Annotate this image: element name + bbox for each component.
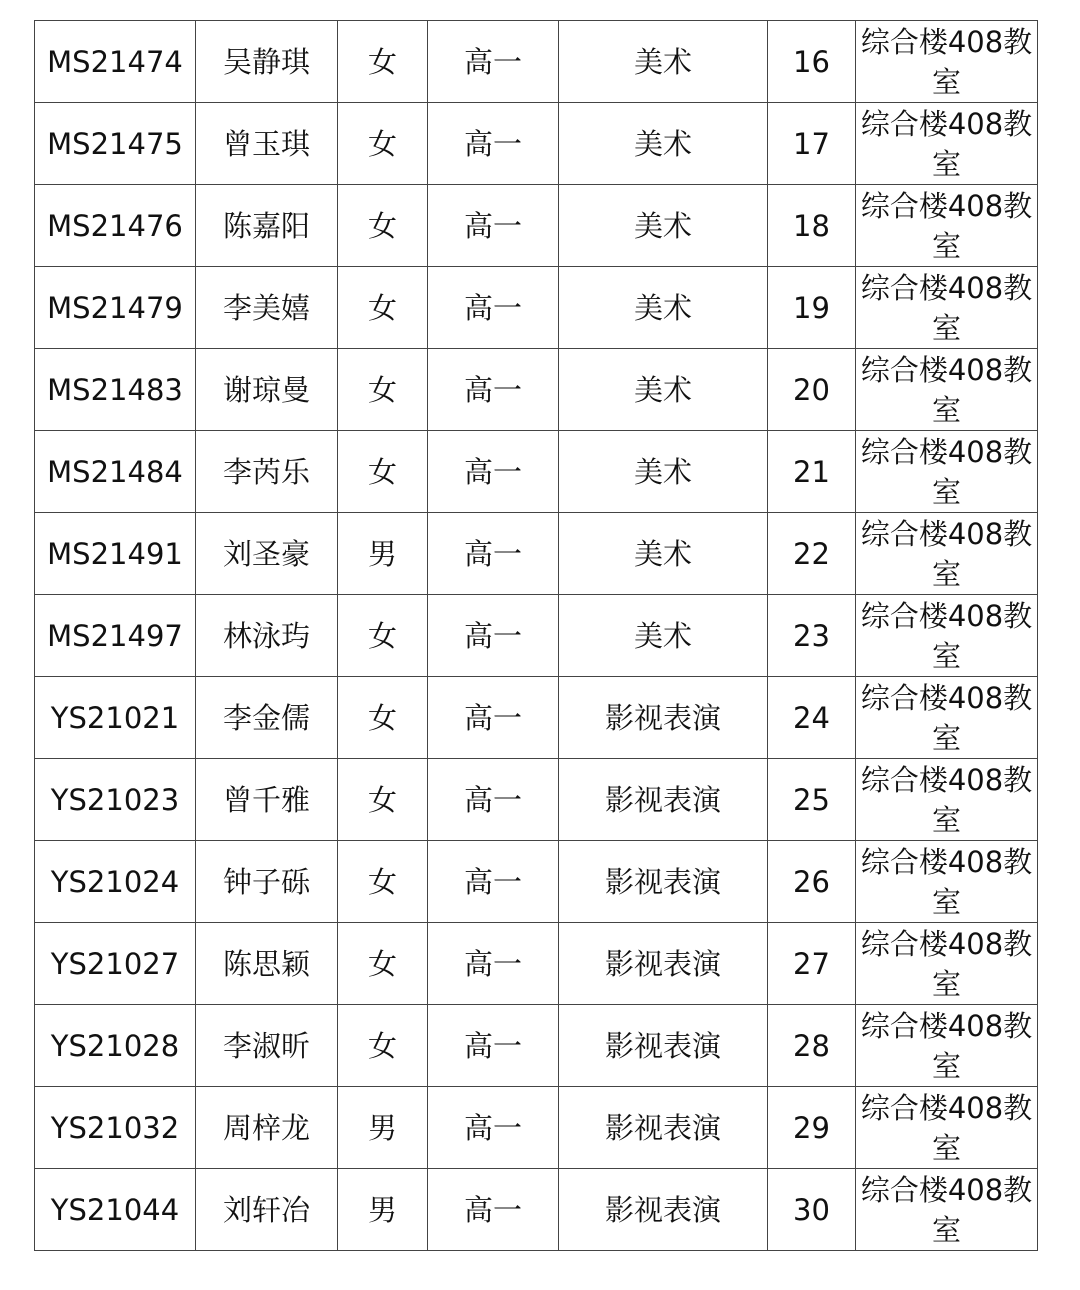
- cell-major: 美术: [559, 595, 768, 677]
- cell-exam-id: MS21479: [35, 267, 196, 349]
- cell-major: 美术: [559, 267, 768, 349]
- cell-seat-number: 23: [768, 595, 856, 677]
- cell-exam-room: 综合楼408教室: [856, 1087, 1038, 1169]
- cell-major: 美术: [559, 513, 768, 595]
- cell-exam-id: YS21028: [35, 1005, 196, 1087]
- cell-student-name: 李金儒: [196, 677, 338, 759]
- cell-major: 美术: [559, 185, 768, 267]
- cell-seat-number: 16: [768, 21, 856, 103]
- table-row: [35, 595, 1038, 677]
- cell-seat-number: 21: [768, 431, 856, 513]
- cell-student-name: 刘圣豪: [196, 513, 338, 595]
- seating-table: [34, 20, 1038, 1251]
- cell-major: 影视表演: [559, 923, 768, 1005]
- cell-major: 美术: [559, 349, 768, 431]
- table-row: [35, 759, 1038, 841]
- cell-major: 影视表演: [559, 1087, 768, 1169]
- cell-gender: 女: [338, 349, 428, 431]
- cell-exam-room: 综合楼408教室: [856, 841, 1038, 923]
- cell-exam-room: 综合楼408教室: [856, 431, 1038, 513]
- table-row: [35, 1169, 1038, 1251]
- cell-student-name: 曾千雅: [196, 759, 338, 841]
- cell-gender: 女: [338, 21, 428, 103]
- cell-student-name: 李芮乐: [196, 431, 338, 513]
- cell-gender: 男: [338, 1169, 428, 1251]
- cell-gender: 女: [338, 923, 428, 1005]
- cell-grade: 高一: [428, 513, 559, 595]
- cell-student-name: 谢琼曼: [196, 349, 338, 431]
- cell-student-name: 李美嬉: [196, 267, 338, 349]
- table-row: [35, 267, 1038, 349]
- cell-gender: 女: [338, 431, 428, 513]
- cell-major: 美术: [559, 21, 768, 103]
- cell-exam-id: MS21476: [35, 185, 196, 267]
- cell-seat-number: 29: [768, 1087, 856, 1169]
- cell-major: 影视表演: [559, 1005, 768, 1087]
- table-row: [35, 923, 1038, 1005]
- cell-grade: 高一: [428, 1169, 559, 1251]
- cell-exam-id: YS21023: [35, 759, 196, 841]
- cell-gender: 女: [338, 103, 428, 185]
- cell-gender: 女: [338, 1005, 428, 1087]
- cell-major: 影视表演: [559, 677, 768, 759]
- cell-seat-number: 22: [768, 513, 856, 595]
- cell-exam-room: 综合楼408教室: [856, 21, 1038, 103]
- cell-grade: 高一: [428, 21, 559, 103]
- cell-exam-room: 综合楼408教室: [856, 349, 1038, 431]
- cell-exam-room: 综合楼408教室: [856, 103, 1038, 185]
- cell-exam-room: 综合楼408教室: [856, 595, 1038, 677]
- cell-exam-id: YS21044: [35, 1169, 196, 1251]
- table-row: [35, 103, 1038, 185]
- cell-exam-room: 综合楼408教室: [856, 677, 1038, 759]
- cell-gender: 女: [338, 841, 428, 923]
- cell-exam-id: MS21491: [35, 513, 196, 595]
- exam-seating-sheet: [34, 20, 1038, 1251]
- cell-exam-id: YS21021: [35, 677, 196, 759]
- cell-grade: 高一: [428, 103, 559, 185]
- cell-exam-id: MS21497: [35, 595, 196, 677]
- cell-gender: 女: [338, 185, 428, 267]
- cell-exam-room: 综合楼408教室: [856, 1005, 1038, 1087]
- cell-grade: 高一: [428, 267, 559, 349]
- cell-seat-number: 19: [768, 267, 856, 349]
- cell-seat-number: 27: [768, 923, 856, 1005]
- cell-seat-number: 30: [768, 1169, 856, 1251]
- cell-grade: 高一: [428, 677, 559, 759]
- cell-grade: 高一: [428, 1087, 559, 1169]
- table-row: [35, 841, 1038, 923]
- table-row: [35, 513, 1038, 595]
- cell-gender: 女: [338, 759, 428, 841]
- table-row: [35, 349, 1038, 431]
- table-row: [35, 431, 1038, 513]
- cell-student-name: 李淑昕: [196, 1005, 338, 1087]
- cell-exam-id: YS21032: [35, 1087, 196, 1169]
- cell-exam-id: MS21474: [35, 21, 196, 103]
- cell-exam-id: MS21484: [35, 431, 196, 513]
- cell-major: 影视表演: [559, 1169, 768, 1251]
- cell-seat-number: 25: [768, 759, 856, 841]
- cell-exam-id: MS21483: [35, 349, 196, 431]
- cell-student-name: 钟子砾: [196, 841, 338, 923]
- table-row: [35, 21, 1038, 103]
- cell-gender: 男: [338, 1087, 428, 1169]
- cell-gender: 女: [338, 595, 428, 677]
- cell-student-name: 刘轩冶: [196, 1169, 338, 1251]
- cell-grade: 高一: [428, 759, 559, 841]
- cell-seat-number: 24: [768, 677, 856, 759]
- cell-student-name: 曾玉琪: [196, 103, 338, 185]
- cell-grade: 高一: [428, 431, 559, 513]
- cell-grade: 高一: [428, 1005, 559, 1087]
- cell-exam-room: 综合楼408教室: [856, 759, 1038, 841]
- cell-seat-number: 18: [768, 185, 856, 267]
- cell-grade: 高一: [428, 185, 559, 267]
- cell-grade: 高一: [428, 595, 559, 677]
- cell-seat-number: 17: [768, 103, 856, 185]
- cell-exam-room: 综合楼408教室: [856, 923, 1038, 1005]
- table-row: [35, 677, 1038, 759]
- cell-grade: 高一: [428, 923, 559, 1005]
- cell-exam-room: 综合楼408教室: [856, 267, 1038, 349]
- cell-student-name: 吴静琪: [196, 21, 338, 103]
- seating-table-body: [35, 21, 1038, 1251]
- cell-exam-id: MS21475: [35, 103, 196, 185]
- cell-major: 影视表演: [559, 841, 768, 923]
- cell-student-name: 林泳玙: [196, 595, 338, 677]
- cell-exam-id: YS21027: [35, 923, 196, 1005]
- cell-gender: 男: [338, 513, 428, 595]
- table-row: [35, 185, 1038, 267]
- cell-grade: 高一: [428, 349, 559, 431]
- cell-major: 美术: [559, 431, 768, 513]
- cell-seat-number: 28: [768, 1005, 856, 1087]
- cell-grade: 高一: [428, 841, 559, 923]
- cell-student-name: 陈思颖: [196, 923, 338, 1005]
- cell-major: 影视表演: [559, 759, 768, 841]
- cell-seat-number: 20: [768, 349, 856, 431]
- cell-exam-room: 综合楼408教室: [856, 185, 1038, 267]
- cell-exam-room: 综合楼408教室: [856, 513, 1038, 595]
- cell-exam-room: 综合楼408教室: [856, 1169, 1038, 1251]
- cell-gender: 女: [338, 677, 428, 759]
- table-row: [35, 1005, 1038, 1087]
- cell-gender: 女: [338, 267, 428, 349]
- cell-exam-id: YS21024: [35, 841, 196, 923]
- cell-seat-number: 26: [768, 841, 856, 923]
- cell-student-name: 周梓龙: [196, 1087, 338, 1169]
- cell-student-name: 陈嘉阳: [196, 185, 338, 267]
- cell-major: 美术: [559, 103, 768, 185]
- table-row: [35, 1087, 1038, 1169]
